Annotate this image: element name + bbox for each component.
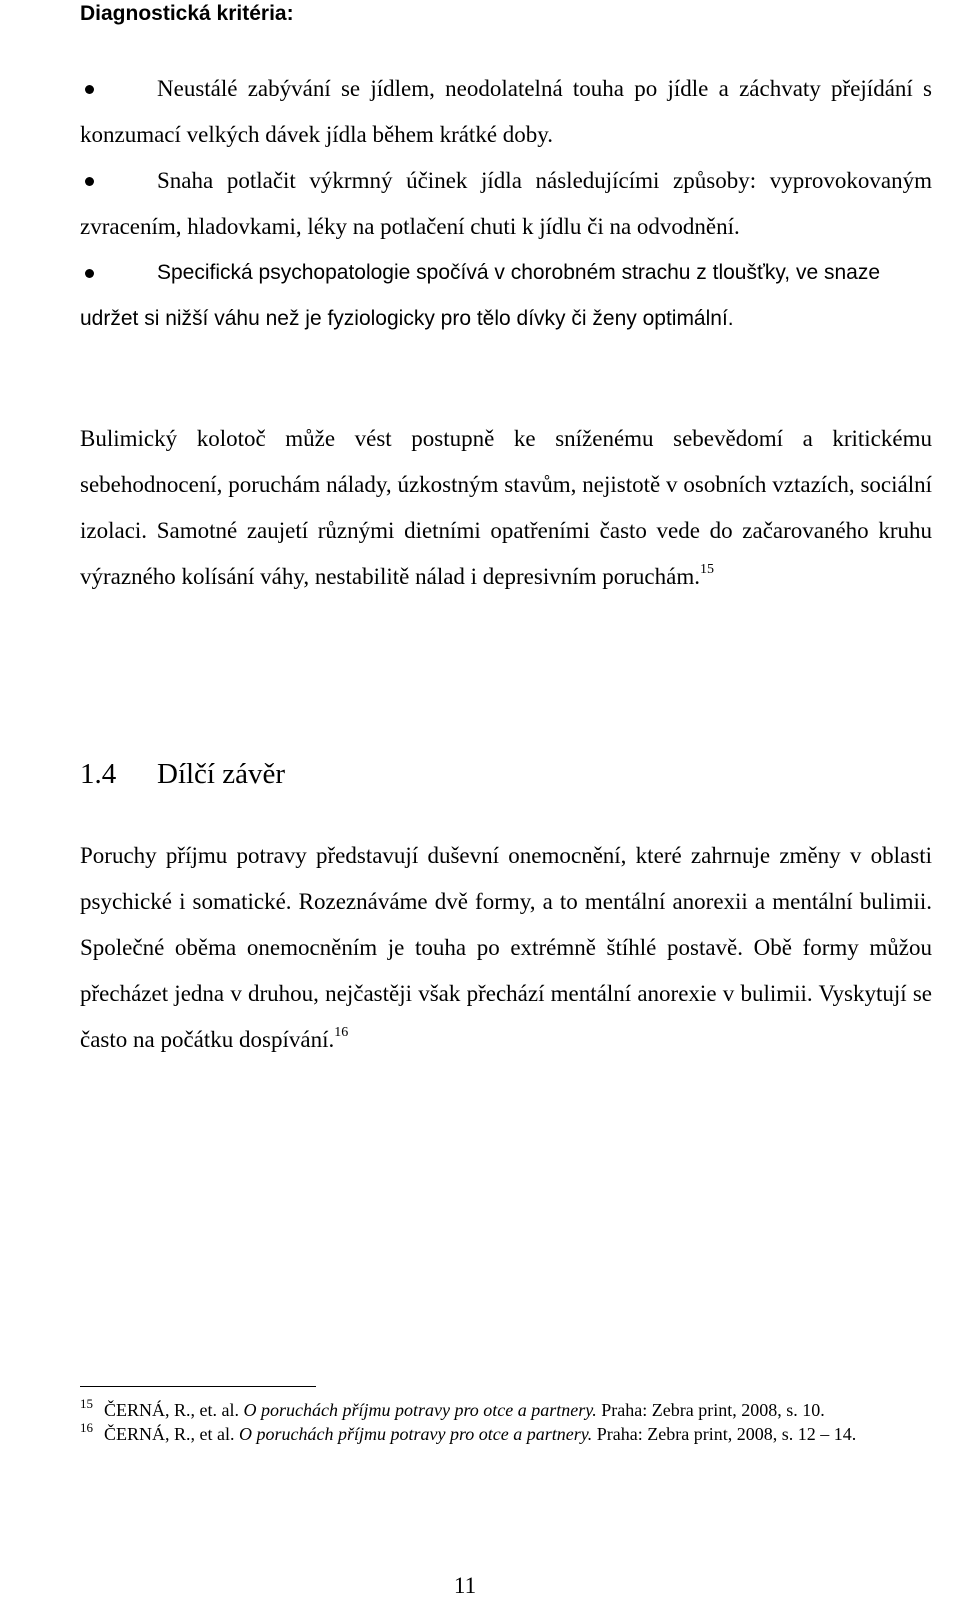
footnote-authors: ČERNÁ, R., et. al. xyxy=(104,1400,239,1420)
bullet-icon xyxy=(85,85,94,94)
criteria-item-text: Specifická psychopatologie spočívá v chorobném strachu z tloušťky, ve snaze udržet si nižší váhu než je fyziologicky pro tělo dívky či ženy optimální. xyxy=(80,261,881,330)
footnote-authors: ČERNÁ, R., et al. xyxy=(104,1424,235,1444)
bullet-icon xyxy=(85,269,94,278)
criteria-list xyxy=(80,66,932,342)
criteria-item xyxy=(80,158,932,250)
page-number: 11 xyxy=(453,1573,477,1598)
footnote-reference[interactable]: 16 xyxy=(334,1025,349,1040)
footnote-title: O poruchách příjmu potravy pro otce a partnery. xyxy=(243,1400,597,1420)
bullet-icon xyxy=(85,177,94,186)
footnote-title: O poruchách příjmu potravy pro otce a partnery. xyxy=(239,1424,593,1444)
footnote: 15 ČERNÁ, R., et. al. O poruchách příjmu potravy pro otce a partnery. Praha: Zebra print, 2008, s. 10. xyxy=(80,1396,825,1420)
paragraph-text: Bulimický kolotoč může vést postupně ke sníženému sebevědomí a kritickému sebehodnocení, poruchám nálady, úzkostným stavům, nejistotě v osobních vztazích, sociální izolaci. Samotné zaujetí různými dietními opatřeními často vede do začarovaného kruhu výrazného kolísání váhy, nestabilitě nálad i depresivním poruchám. xyxy=(80,426,932,589)
bulimia-paragraph xyxy=(80,416,932,600)
section-title: Dílčí závěr xyxy=(157,758,286,790)
footnote-publisher: Praha: Zebra print, 2008, s. 10. xyxy=(601,1400,825,1420)
criteria-item xyxy=(80,250,932,342)
criteria-heading: Diagnostická kritéria: xyxy=(80,2,294,25)
footnote-publisher: Praha: Zebra print, 2008, s. 12 – 14. xyxy=(596,1424,857,1444)
criteria-item xyxy=(80,66,932,158)
footnotes-list xyxy=(80,1398,932,1446)
footnote: 16 ČERNÁ, R., et al. O poruchách příjmu potravy pro otce a partnery. Praha: Zebra print, 2008, s. 12 – 14. xyxy=(80,1420,857,1444)
footnote-reference[interactable]: 15 xyxy=(699,562,714,577)
footnote-separator xyxy=(80,1386,316,1387)
criteria-item-text: Neustálé zabývání se jídlem, neodolatelná touha po jídle a záchvaty přejídání s konzumací velkých dávek jídla během krátké doby. xyxy=(80,76,932,147)
section-number: 1.4 xyxy=(80,758,117,790)
section-heading xyxy=(80,754,285,794)
criteria-item-text: Snaha potlačit výkrmný účinek jídla následujícími způsoby: vyprovokovaným zvracením, hladovkami, léky na potlačení chuti k jídlu či na odvodnění. xyxy=(80,168,932,239)
paragraph-text: Poruchy příjmu potravy představují duševní onemocnění, které zahrnuje změny v oblasti psychické i somatické. Rozeznáváme dvě formy, a to mentální anorexii a mentální bulimii. Společné oběma onemocněním je touha po extrémně štíhlé postavě. Obě formy můžou přecházet jedna v druhou, nejčastěji však přechází mentální anorexie v bulimii. Vyskytují se často na počátku dospívání. xyxy=(80,843,932,1052)
conclusion-paragraph xyxy=(80,833,932,1063)
